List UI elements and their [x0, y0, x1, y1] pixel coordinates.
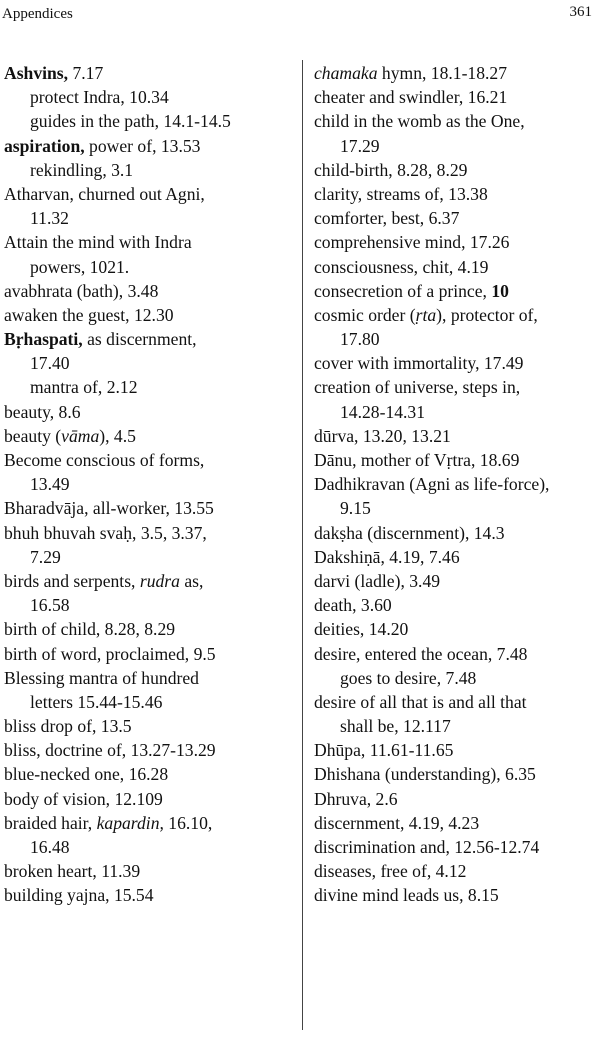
index-entry — [4, 182, 296, 206]
index-entry — [314, 811, 596, 835]
index-subentry — [4, 351, 296, 375]
column-divider — [302, 60, 303, 1030]
index-entry — [314, 787, 596, 811]
index-text: cheater and swindler, 16.21 — [314, 87, 508, 108]
index-entry — [4, 762, 296, 786]
index-entry — [314, 255, 596, 279]
index-text: 17.29 — [340, 135, 380, 156]
index-text: Blessing mantra of hundred — [4, 667, 199, 688]
index-text: goes to desire, 7.48 — [340, 667, 477, 688]
index-text: Bṛhaspati, — [4, 329, 83, 350]
index-subentry — [4, 109, 296, 133]
index-text: 7.17 — [68, 63, 104, 83]
index-entry — [4, 714, 296, 738]
index-entry — [314, 617, 596, 641]
index-column-right — [314, 61, 596, 908]
index-entry — [4, 738, 296, 762]
index-entry — [4, 448, 296, 472]
index-entry — [314, 303, 596, 327]
index-entry — [4, 303, 296, 327]
index-entry — [4, 883, 296, 907]
index-entry — [314, 569, 596, 593]
index-text: comprehensive mind, 17.26 — [314, 232, 510, 253]
index-text: cosmic order ( — [314, 304, 416, 325]
index-text: desire of all that is and all that — [314, 691, 527, 712]
index-entry — [314, 279, 596, 303]
index-text: letters 15.44-15.46 — [30, 691, 163, 712]
index-text: aspiration, — [4, 135, 85, 156]
index-entry — [4, 230, 296, 254]
index-text: Dhūpa, 11.61-11.65 — [314, 740, 454, 761]
index-text: death, 3.60 — [314, 595, 392, 616]
index-text: Ashvins, — [4, 63, 69, 83]
index-text: desire, entered the ocean, 7.48 — [314, 643, 528, 664]
index-text: clarity, streams of, 13.38 — [314, 183, 488, 204]
index-text: birth of word, proclaimed, 9.5 — [4, 643, 216, 664]
index-text: 14.28-14.31 — [340, 401, 426, 422]
index-subentry — [4, 835, 296, 859]
index-text: 10 — [491, 280, 509, 301]
index-text: ṛta — [415, 304, 437, 325]
index-entry — [314, 61, 596, 85]
index-text: bhuh bhuvah svaḥ, 3.5, 3.37, — [4, 522, 207, 543]
index-entry — [314, 230, 596, 254]
index-text: 16.58 — [30, 595, 70, 616]
index-entry — [4, 61, 296, 85]
index-entry — [4, 279, 296, 303]
index-text: 16.48 — [30, 837, 70, 857]
index-entry — [4, 134, 296, 158]
index-entry — [314, 642, 596, 666]
index-entry — [314, 424, 596, 448]
index-entry — [314, 835, 596, 859]
index-text: creation of universe, steps in, — [314, 377, 521, 398]
index-text: diseases, free of, 4.12 — [314, 861, 467, 882]
index-text: 9.15 — [340, 498, 371, 519]
index-text: consciousness, chit, 4.19 — [314, 256, 489, 277]
index-subentry — [4, 206, 296, 230]
index-text: ), 4.5 — [99, 425, 136, 446]
index-entry — [314, 206, 596, 230]
index-text: Atharvan, churned out Agni, — [4, 183, 205, 204]
index-entry — [4, 642, 296, 666]
index-text: bliss, doctrine of, 13.27-13.29 — [4, 740, 216, 761]
index-text: Dadhikravan (Agni as life-force), — [314, 474, 550, 495]
index-text: 7.29 — [30, 546, 61, 567]
index-text: beauty ( — [4, 425, 62, 446]
index-subentry — [4, 472, 296, 496]
index-text: Bharadvāja, all-worker, 13.55 — [4, 498, 214, 519]
index-text: Dānu, mother of Vṛtra, 18.69 — [314, 450, 520, 470]
index-subentry — [4, 158, 296, 182]
index-entry — [4, 811, 296, 835]
index-text: Dakshiṇā, 4.19, 7.46 — [314, 546, 460, 567]
index-text: avabhrata (bath), 3.48 — [4, 280, 159, 301]
index-text: building yajna, 15.54 — [4, 885, 154, 906]
index-entry — [314, 859, 596, 883]
index-subentry — [314, 714, 596, 738]
index-entry — [314, 738, 596, 762]
index-entry — [314, 690, 596, 714]
index-text: beauty, 8.6 — [4, 401, 81, 422]
index-text: 16.10, — [163, 812, 213, 833]
index-text: discernment, 4.19, 4.23 — [314, 812, 480, 833]
index-subentry — [4, 255, 296, 279]
index-subentry — [314, 496, 596, 520]
index-text: awaken the guest, 12.30 — [4, 304, 174, 325]
index-entry — [314, 351, 596, 375]
index-text: ), protector of, — [436, 304, 538, 325]
index-text: 13.49 — [30, 474, 70, 495]
index-text: mantra of, 2.12 — [30, 377, 138, 398]
index-entry — [4, 496, 296, 520]
index-text: chamaka — [314, 63, 378, 83]
index-text: braided hair, — [4, 812, 97, 833]
index-entry — [4, 327, 296, 351]
index-text: 11.32 — [30, 208, 69, 229]
index-text: Become conscious of forms, — [4, 450, 205, 470]
index-text: 17.40 — [30, 353, 70, 374]
index-text: 17.80 — [340, 329, 380, 350]
index-entry — [314, 375, 596, 399]
index-text: as, — [179, 570, 204, 591]
index-text: deities, 14.20 — [314, 619, 409, 640]
running-head: Appendices — [2, 6, 73, 22]
index-entry — [4, 521, 296, 545]
index-entry — [314, 158, 596, 182]
index-text: shall be, 12.117 — [340, 716, 451, 737]
index-text: rekindling, 3.1 — [30, 159, 134, 180]
index-entry — [314, 472, 596, 496]
index-subentry — [4, 85, 296, 109]
index-text: powers, 1021. — [30, 256, 130, 277]
index-text: darvi (ladle), 3.49 — [314, 570, 441, 591]
index-text: rudra — [139, 570, 180, 591]
index-subentry — [314, 666, 596, 690]
index-entry — [4, 424, 296, 448]
index-subentry — [314, 134, 596, 158]
index-text: divine mind leads us, 8.15 — [314, 885, 499, 906]
index-entry — [314, 85, 596, 109]
index-entry — [314, 109, 596, 133]
index-text: vāma — [61, 425, 100, 446]
index-text: cover with immortality, 17.49 — [314, 353, 524, 374]
index-text: consecretion of a prince, — [314, 280, 492, 301]
index-subentry — [314, 400, 596, 424]
index-text: birth of child, 8.28, 8.29 — [4, 619, 176, 640]
index-entry — [4, 787, 296, 811]
index-text: child-birth, 8.28, 8.29 — [314, 159, 468, 180]
index-text: kapardin, — [96, 812, 164, 833]
index-text: as discernment, — [82, 329, 197, 350]
index-entry — [4, 400, 296, 424]
index-text: power of, 13.53 — [84, 135, 201, 156]
index-entry — [314, 521, 596, 545]
index-text: bliss drop of, 13.5 — [4, 716, 132, 737]
index-subentry — [4, 545, 296, 569]
index-text: protect Indra, 10.34 — [30, 87, 169, 108]
index-text: child in the womb as the One, — [314, 111, 525, 132]
index-text: dakṣha (discernment), 14.3 — [314, 522, 505, 543]
index-entry — [4, 569, 296, 593]
index-entry — [314, 762, 596, 786]
index-text: broken heart, 11.39 — [4, 861, 141, 882]
index-entry — [4, 666, 296, 690]
index-text: guides in the path, 14.1-14.5 — [30, 111, 231, 132]
index-text: discrimination and, 12.56-12.74 — [314, 837, 540, 857]
page-number: 361 — [569, 4, 592, 20]
index-subentry — [4, 593, 296, 617]
index-text: hymn, 18.1-18.27 — [377, 63, 508, 83]
index-text: Attain the mind with Indra — [4, 232, 192, 253]
index-text: blue-necked one, 16.28 — [4, 764, 169, 785]
index-text: body of vision, 12.109 — [4, 788, 163, 809]
index-text: dūrva, 13.20, 13.21 — [314, 425, 451, 446]
index-text: Dhishana (understanding), 6.35 — [314, 764, 536, 785]
index-subentry — [4, 690, 296, 714]
index-text: comforter, best, 6.37 — [314, 208, 460, 229]
index-entry — [4, 859, 296, 883]
index-entry — [4, 617, 296, 641]
index-column-left — [4, 61, 296, 908]
index-entry — [314, 593, 596, 617]
index-subentry — [4, 375, 296, 399]
index-entry — [314, 448, 596, 472]
index-text: Dhruva, 2.6 — [314, 788, 398, 809]
index-subentry — [314, 327, 596, 351]
index-entry — [314, 883, 596, 907]
index-text: birds and serpents, — [4, 570, 140, 591]
index-entry — [314, 182, 596, 206]
index-entry — [314, 545, 596, 569]
